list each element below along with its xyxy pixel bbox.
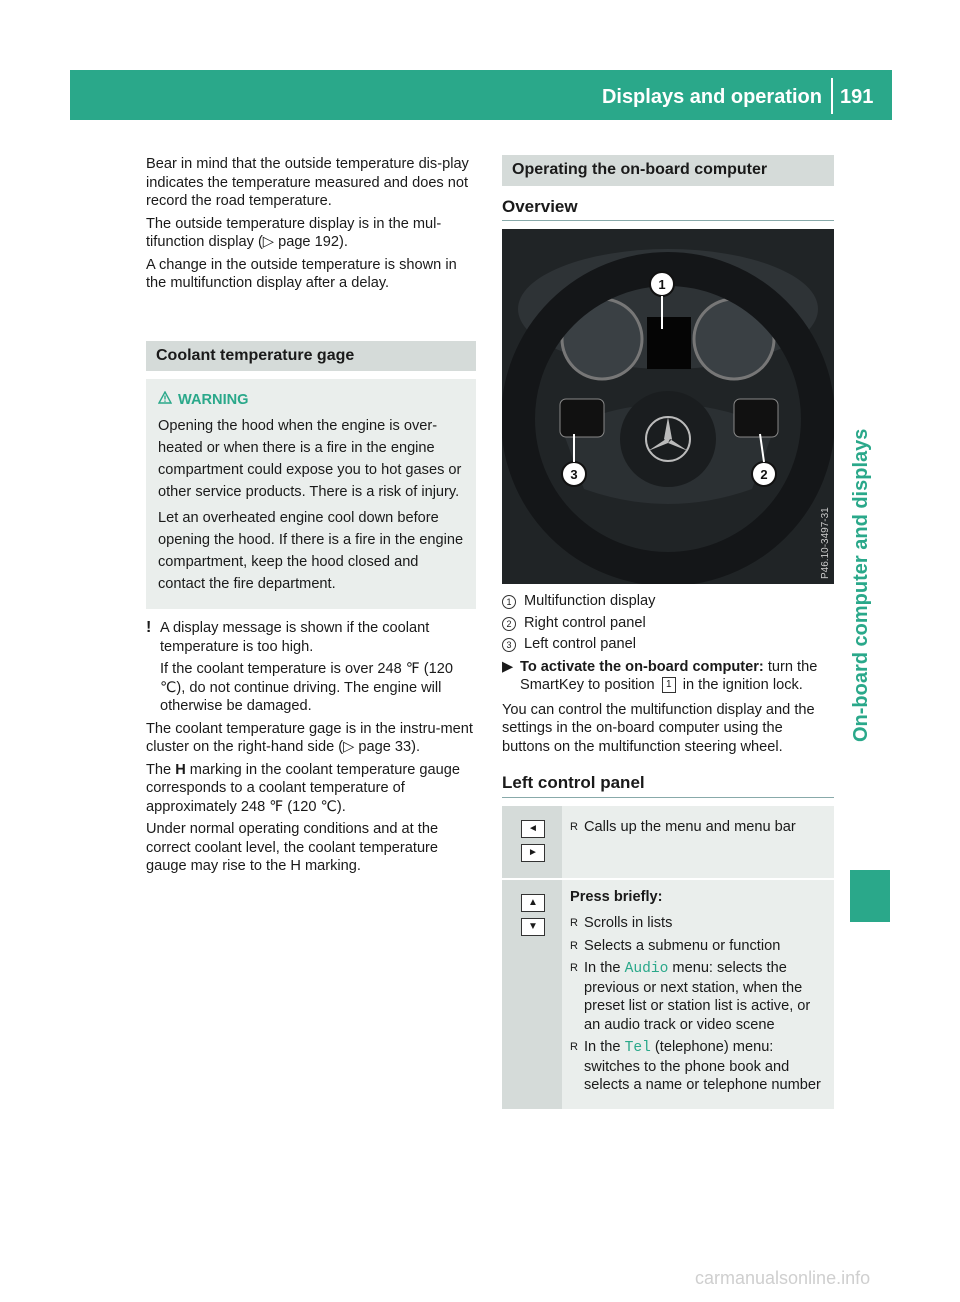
step-title: To activate the on-board computer: (520, 658, 764, 675)
warning-text: Opening the hood when the engine is over-heated or when there is a fire in the engine compartment could expose you to hot gases or other service products. There is a risk of injury. (158, 418, 462, 500)
warning-triangle-icon (158, 389, 172, 411)
table-row (502, 879, 834, 1109)
item-post: menu: selects the previous or next station, when the preset list or station list is active, or an audio track or video scene (584, 960, 811, 1033)
down-arrow-key-icon: ▼ (521, 918, 545, 936)
warning-box (146, 379, 476, 609)
header-separator (831, 78, 833, 114)
notice-text: A display message is shown if the coolant temperature is too high. (160, 620, 430, 655)
intro-paragraph: The outside temperature display is in the mul-tifunction display (▷ page 192). (146, 215, 442, 250)
legend-item (502, 614, 834, 633)
h-marking-pre: The (146, 761, 176, 778)
legend-text: Right control panel (524, 614, 646, 631)
steering-wheel-illustration (502, 229, 834, 584)
side-tab-label: On-board computer and displays (850, 428, 872, 742)
legend-text: Multifunction display (524, 593, 656, 609)
steering-wheel-photo (502, 229, 834, 584)
control-paragraph: You can control the multifunction display and the settings in the on-board computer using the buttons on the multifunction steering wheel. (502, 701, 815, 755)
notice-text: If the coolant temperature is over 248 ℉ (120 ℃), do not continue driving. The engine will otherwise be damaged. (160, 661, 453, 714)
list-item: R Calls up the menu and menu bar (570, 818, 828, 837)
list-item (570, 1038, 828, 1095)
tel-menu-name: Tel (624, 1040, 651, 1056)
left-column (146, 155, 476, 880)
step-text-post: in the ignition lock. (678, 677, 803, 693)
legend-item (502, 592, 834, 611)
overview-heading: Overview (502, 198, 834, 222)
up-arrow-key-icon: ▲ (521, 894, 545, 912)
press-briefly-title: Press briefly: (570, 888, 663, 905)
left-arrow-key-icon: ◄ (521, 820, 545, 838)
legend-item (502, 635, 834, 654)
coolant-heading: Coolant temperature gage (146, 341, 476, 372)
description-cell (562, 806, 834, 879)
key-cell (502, 879, 562, 1109)
h-marking-paragraph (146, 761, 476, 817)
right-arrow-key-icon: ► (521, 844, 545, 862)
left-panel-heading: Left control panel (502, 774, 834, 798)
operating-heading: Operating the on-board computer (502, 155, 834, 186)
body-paragraph: Under normal operating conditions and at the correct coolant level, the coolant temperature gauge may rise to the H marking. (146, 821, 439, 874)
step-text-pre: turn the SmartKey to position (520, 658, 818, 693)
warning-header (158, 389, 464, 411)
callout-2: 2 (760, 467, 768, 482)
warning-label: WARNING (178, 392, 249, 408)
legend-text: Left control panel (524, 636, 636, 652)
step-arrow-icon: ▶ (502, 658, 514, 675)
legend-number: 1 (502, 595, 516, 609)
item-pre: In the (584, 960, 625, 976)
description-cell (562, 879, 834, 1109)
legend-number: 2 (502, 617, 516, 631)
activation-step (502, 658, 834, 695)
list-item: R Selects a submenu or function (570, 937, 828, 956)
key-cell (502, 806, 562, 879)
watermark: carmanualsonline.info (695, 1268, 871, 1288)
warning-text: Let an overheated engine cool down before opening the hood. If there is a fire in the engine compartment, keep the hood closed and contact the fire department. (158, 510, 464, 592)
ignition-position-key: 1 (662, 677, 676, 693)
intro-paragraph: Bear in mind that the outside temperature dis-play indicates the temperature measured and does not record the road temperature. (146, 156, 469, 209)
list-item: R Scrolls in lists (570, 914, 828, 933)
body-paragraph: The coolant temperature gage is in the instru-ment cluster on the right-hand side (▷ page 33). (146, 720, 473, 755)
notice-icon: ! (146, 619, 152, 636)
h-marking-bold: H (175, 761, 186, 778)
callout-1: 1 (658, 277, 666, 292)
intro-paragraph: A change in the outside temperature is shown in the multifunction display after a delay. (146, 256, 457, 291)
photo-code: P46.10-3497-31 (820, 507, 831, 579)
h-marking-post: marking in the coolant temperature gauge corresponds to a coolant temperature of approximately 248 ℉ (120 ℃). (146, 761, 460, 815)
legend-number: 3 (502, 638, 516, 652)
audio-menu-name: Audio (624, 961, 669, 977)
section-title: Displays and operation (601, 86, 822, 108)
side-tab-marker (850, 870, 890, 922)
page-number: 191 (840, 86, 874, 108)
left-panel-table (502, 806, 834, 1109)
list-item (570, 959, 828, 1034)
callout-3: 3 (570, 467, 578, 482)
item-pre: In the (584, 1039, 625, 1055)
notice-block (146, 619, 476, 716)
right-column (502, 155, 834, 1109)
table-row (502, 806, 834, 879)
item-post: (telephone) menu: switches to the phone book and selects a name or telephone number (584, 1039, 821, 1093)
